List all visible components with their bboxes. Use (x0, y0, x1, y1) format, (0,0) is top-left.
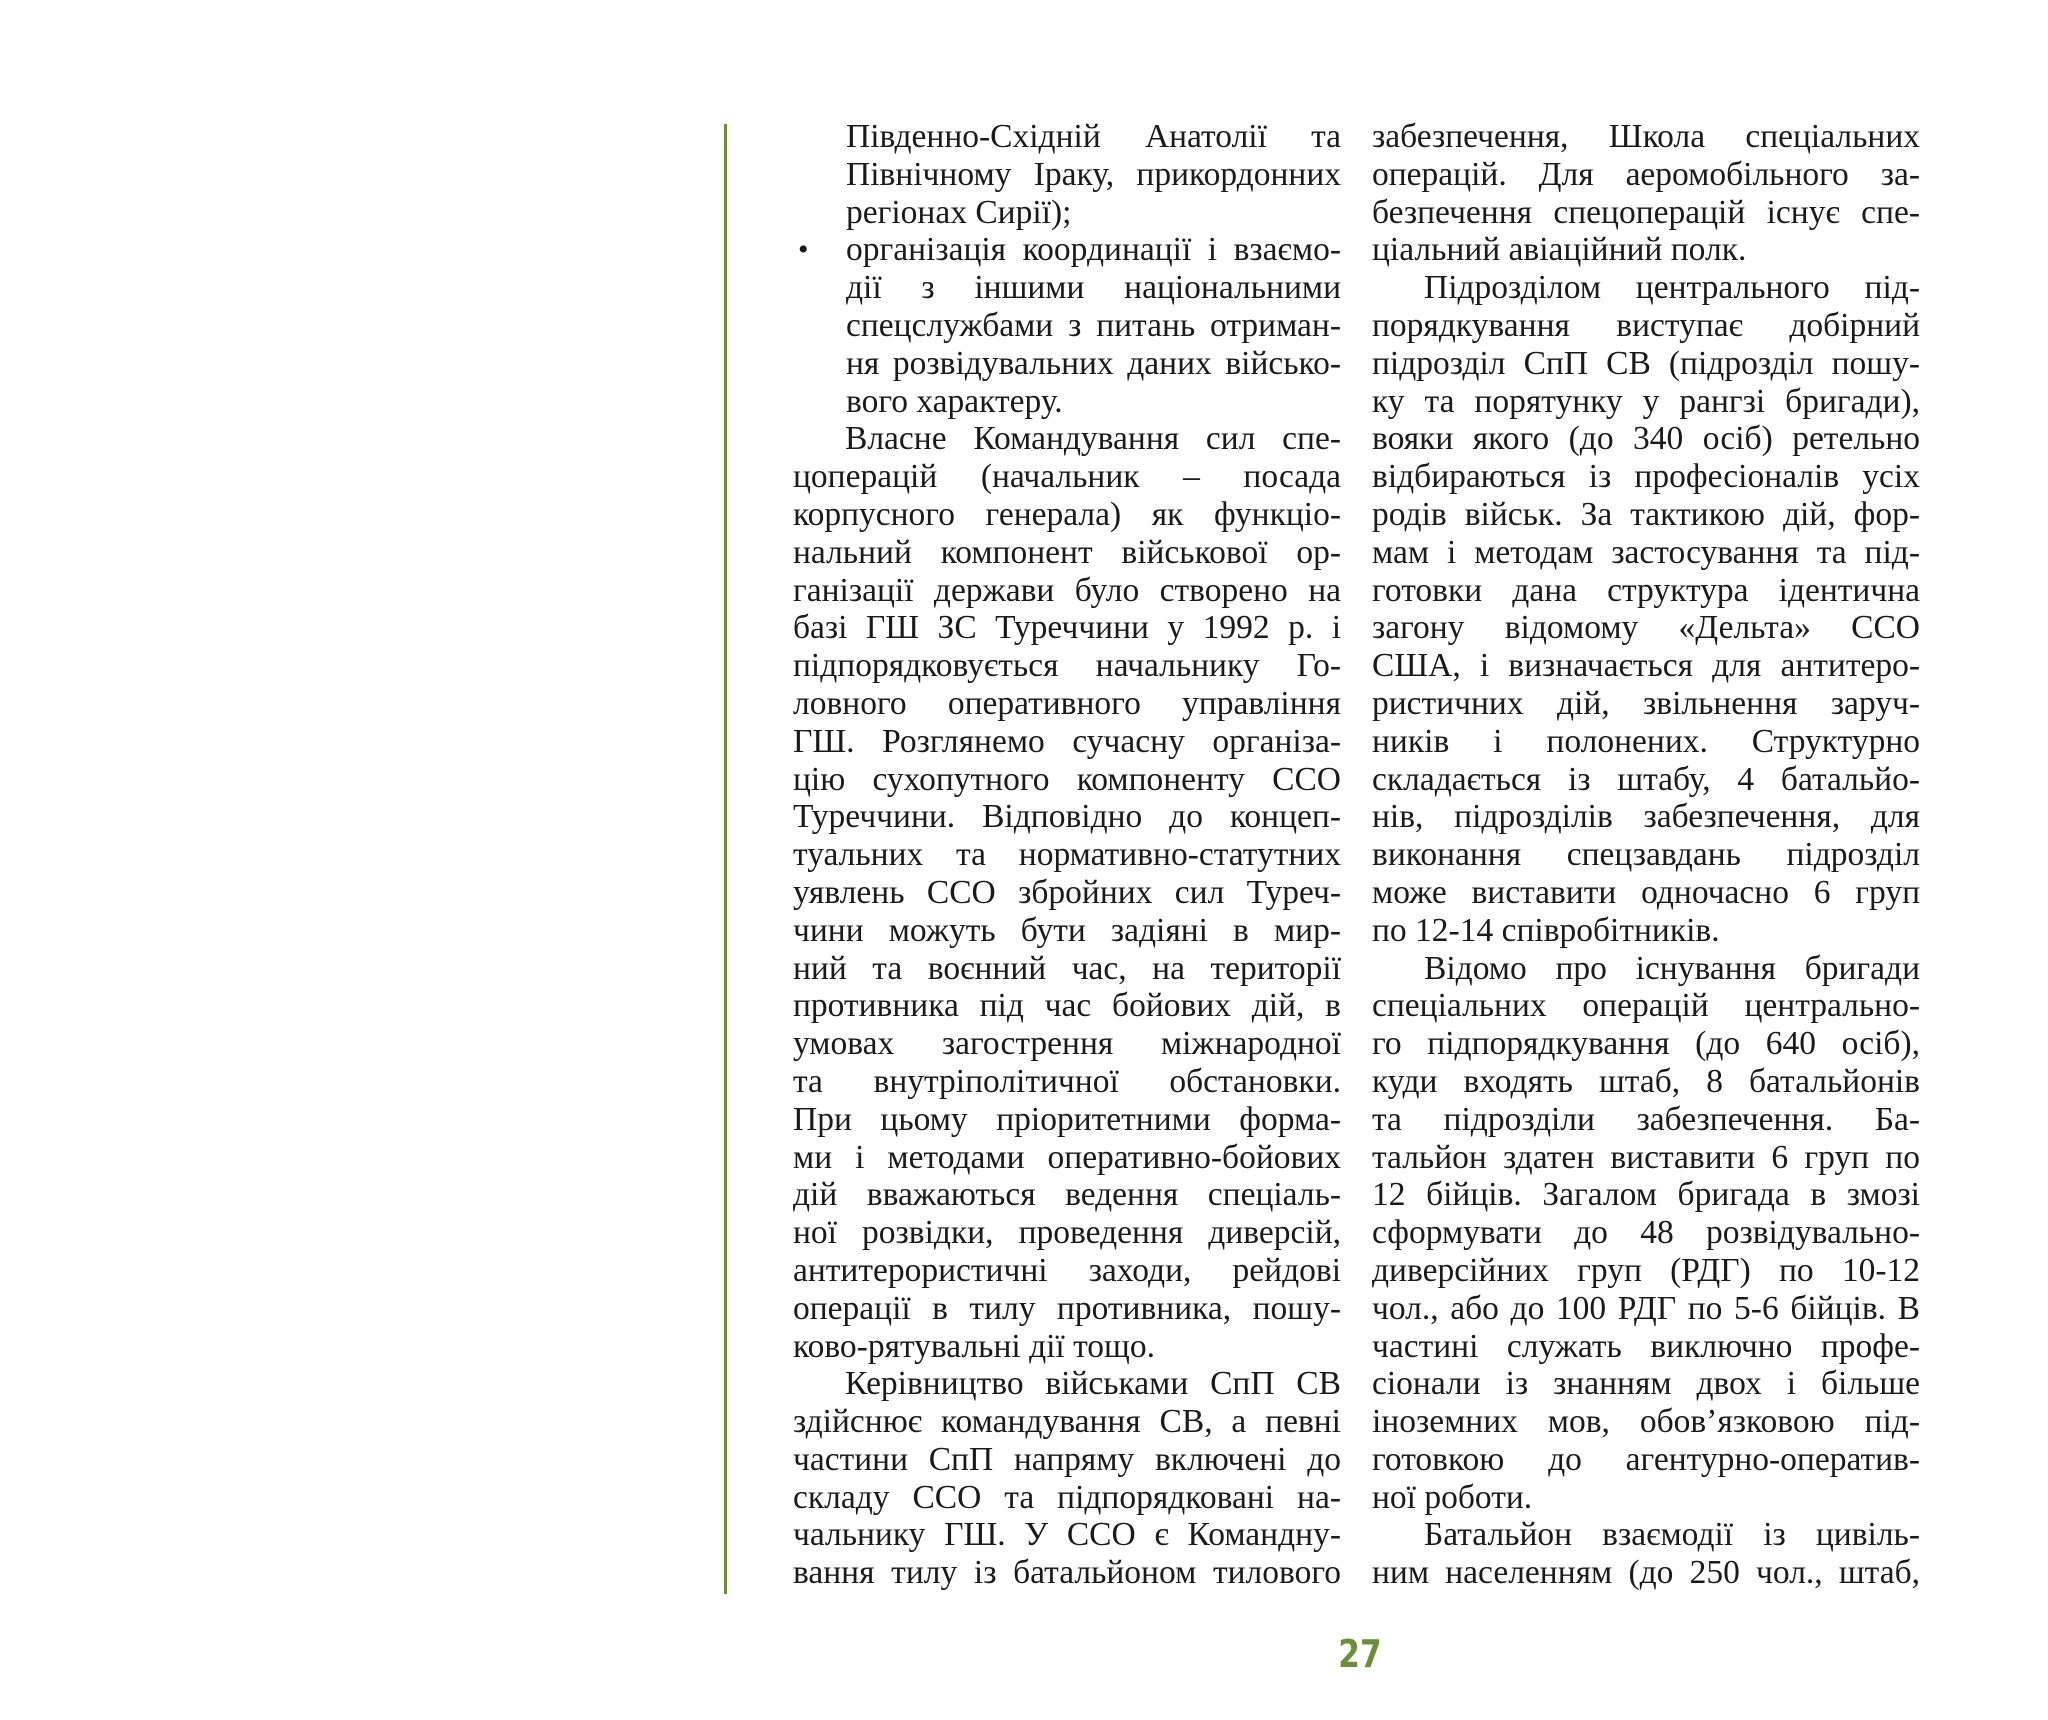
text-line: чини можуть бути задіяні в мир- (793, 911, 1341, 949)
text-line: підрозділ СпП СВ (підрозділ пошу- (1372, 344, 1920, 382)
text-line: іноземних мов, обов’язковою під- (1372, 1403, 1920, 1441)
text-line: куди входять штаб, 8 батальйонів (1372, 1062, 1920, 1100)
text-line: ної роботи. (1372, 1478, 1533, 1516)
paragraph (1372, 950, 1920, 1517)
text-line: вояки якого (до 340 осіб) ретельно (1372, 420, 1920, 458)
continuation-text (793, 118, 1341, 231)
text-line: корпусного генерала) як функціо- (793, 495, 1341, 533)
text-line: спеціальних операцій центрально- (1372, 987, 1920, 1025)
text-line: дії з іншими національними (846, 269, 1341, 307)
text-line: та внутріполітичної обстановки. (793, 1062, 1341, 1100)
text-line: операції в тилу противника, пошу- (793, 1289, 1341, 1327)
text-line: Керівництво військами СпП СВ (845, 1365, 1341, 1403)
text-line: по 12-14 співробітників. (1372, 911, 1720, 949)
left-column (793, 118, 1341, 1592)
text-line: Відомо про існування бригади (1424, 949, 1920, 987)
text-line: частині служать виключно профе- (1372, 1327, 1920, 1365)
text-line: готовкою до агентурно-оператив- (1372, 1440, 1920, 1478)
text-line: цоперацій (начальник – посада (793, 458, 1341, 496)
text-line: ної розвідки, проведення диверсій, (793, 1214, 1341, 1252)
page-number: 27 (1338, 1632, 1382, 1676)
text-line: може виставити одночасно 6 груп (1372, 873, 1920, 911)
text-line: частини СпП напряму включені до (793, 1440, 1341, 1478)
text-line: операцій. Для аеромобільного за- (1372, 155, 1920, 193)
text-line: відбираються із професіоналів усіх (1372, 458, 1920, 496)
text-line: антитерористичні заходи, рейдові (793, 1251, 1341, 1289)
text-line: чол., або до 100 РДГ по 5-6 бійців. В (1372, 1289, 1920, 1327)
text-line: нальний компонент військової ор- (793, 533, 1341, 571)
text-line: ганізації держави було створено на (793, 571, 1341, 609)
text-line: ми і методами оперативно-бойових (793, 1138, 1341, 1176)
text-line: ГШ. Розглянемо сучасну організа- (793, 722, 1341, 760)
text-line: виконання спецзавдань підрозділ (1372, 836, 1920, 874)
paragraph (793, 420, 1341, 1365)
right-column (1372, 118, 1920, 1592)
text-line: Північному Іраку, прикордонних (846, 155, 1341, 193)
text-line: уявлень ССО збройних сил Туреч- (793, 873, 1341, 911)
text-line: дій вважаються ведення спеціаль- (793, 1176, 1341, 1214)
text-line: складається із штабу, 4 батальйо- (1372, 760, 1920, 798)
text-line: тальйон здатен виставити 6 груп по (1372, 1138, 1920, 1176)
text-line: вання тилу із батальйоном тилового (793, 1554, 1341, 1592)
bullet-icon: • (798, 233, 809, 267)
text-line: Власне Командування сил спе- (845, 420, 1341, 458)
paragraph (1372, 269, 1920, 949)
text-line: Південно-Східній Анатолії та (846, 118, 1341, 155)
text-line: вого характеру. (846, 382, 1063, 420)
text-line: порядкування виступає добірний (1372, 306, 1920, 344)
text-line: ний та воєнний час, на території (793, 949, 1341, 987)
text-line: • організація координації і взаємо- (798, 231, 1341, 269)
text-line: го підпорядкування (до 640 осіб), (1372, 1025, 1920, 1063)
text-line: складу ССО та підпорядковані на- (793, 1478, 1341, 1516)
text-line: ристичних дій, звільнення заруч- (1372, 684, 1920, 722)
text-line: та підрозділи забезпечення. Ба- (1372, 1100, 1920, 1138)
text-line: ня розвідувальних даних військо- (846, 344, 1341, 382)
text-line: забезпечення, Школа спеціальних (1372, 118, 1920, 155)
text-line: 12 бійців. Загалом бригада в змозі (1372, 1176, 1920, 1214)
text-line: нів, підрозділів забезпечення, для (1372, 798, 1920, 836)
text-line: Батальйон взаємодії із цивіль- (1424, 1516, 1920, 1554)
text-line: ловного оперативного управління (793, 684, 1341, 722)
text-line: сформувати до 48 розвідувально- (1372, 1214, 1920, 1252)
text-line: сіонали із знанням двох і більше (1372, 1365, 1920, 1403)
text-line: ціальний авіаційний полк. (1372, 231, 1747, 269)
text-line: безпечення спецоперацій існує спе- (1372, 193, 1920, 231)
text-line: США, і визначається для антитеро- (1372, 647, 1920, 685)
bullet-item (793, 231, 1341, 420)
continuation-text (1372, 118, 1920, 269)
text-line: родів військ. За тактикою дій, фор- (1372, 495, 1920, 533)
text-line: ним населенням (до 250 чол., штаб, (1372, 1554, 1920, 1592)
text-line: противника під час бойових дій, в (793, 987, 1341, 1025)
text-line: готовки дана структура ідентична (1372, 571, 1920, 609)
text-line: загону відомому «Дельта» ССО (1372, 609, 1920, 647)
text-line: ково-рятувальні дії тощо. (793, 1327, 1155, 1365)
text-line: здійснює командування СВ, а певні (793, 1403, 1341, 1441)
text-line: Підрозділом центрального під- (1424, 269, 1920, 307)
text-line: спецслужбами з питань отриман- (846, 306, 1341, 344)
text-line: чальнику ГШ. У ССО є Командну- (793, 1516, 1341, 1554)
text-line: туальних та нормативно-статутних (793, 836, 1341, 874)
text-line: регіонах Сирії); (846, 193, 1072, 231)
margin-rule (724, 124, 727, 1594)
text-line: умовах загострення міжнародної (793, 1025, 1341, 1063)
text-line: Туреччини. Відповідно до концеп- (793, 798, 1341, 836)
text-line: ників і полонених. Структурно (1372, 722, 1920, 760)
text-line: При цьому пріоритетними форма- (793, 1100, 1341, 1138)
text-line: диверсійних груп (РДГ) по 10-12 (1372, 1251, 1920, 1289)
text-line: мам і методам застосування та під- (1372, 533, 1920, 571)
text-line: базі ГШ ЗС Туреччини у 1992 р. і (793, 609, 1341, 647)
text-line: цію сухопутного компоненту ССО (793, 760, 1341, 798)
paragraph (793, 1365, 1341, 1592)
text-line: ку та порятунку у рангзі бригади), (1372, 382, 1920, 420)
text-line: підпорядковується начальнику Го- (793, 647, 1341, 685)
paragraph (1372, 1516, 1920, 1592)
